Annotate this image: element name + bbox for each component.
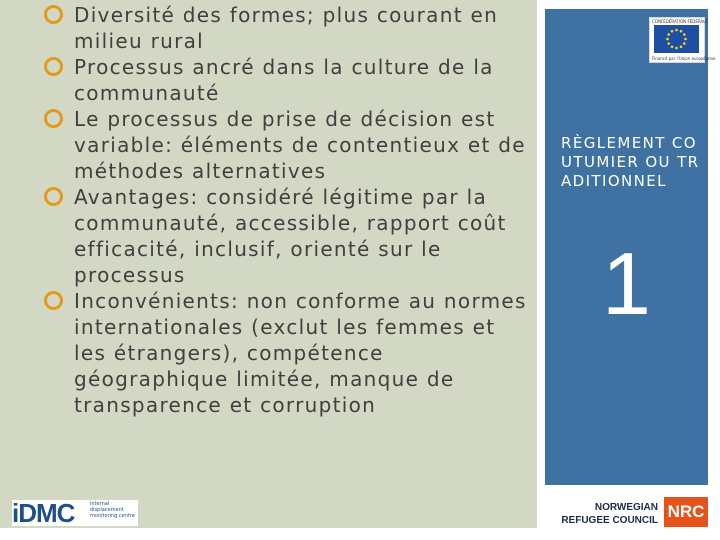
circle-bullet-icon [44, 187, 63, 206]
bullet-item [40, 2, 530, 54]
bullet-item [40, 106, 530, 184]
nrc-name-line1: NORWEGIAN [594, 502, 658, 513]
bullet-text: Inconvénients: non conforme au normes internationales (exclut les femmes et les étrangers), compétence géographique limitée, manque de transparence et corruption [74, 289, 527, 417]
bullet-text: Processus ancré dans la culture de la communauté [74, 55, 494, 105]
circle-bullet-icon [44, 5, 63, 24]
title-panel [545, 9, 716, 485]
bullet-item [40, 288, 530, 418]
idmc-full-name: internal displacement monitoring centre [90, 501, 135, 519]
eu-flag-icon [654, 25, 699, 53]
circle-bullet-icon [44, 57, 63, 76]
nrc-name-line2: REFUGEE COUNCIL [561, 515, 658, 526]
eu-logo-bottom-text: Financé par l'Union européenne [652, 56, 716, 61]
bullet-item [40, 54, 530, 106]
circle-bullet-icon [44, 109, 63, 128]
eu-logo-top-text: CONFÉDÉRATION FÉDÉRALE [652, 19, 708, 24]
eu-logo [649, 17, 716, 63]
idmc-logo [12, 500, 138, 526]
nrc-logo [552, 496, 710, 530]
bullet-list [40, 2, 530, 418]
bullet-item [40, 184, 530, 288]
nrc-mark-icon: NRC [664, 497, 708, 527]
section-title: RÈGLEMENT COUTUMIER OU TRADITIONNEL [561, 134, 700, 190]
bullet-text: Avantages: considéré légitime par la communauté, accessible, rapport coût efficacité, inclusif, orienté sur le processus [74, 185, 507, 287]
slide-number: 1 [602, 234, 651, 333]
bullet-text: Diversité des formes; plus courant en milieu rural [74, 3, 499, 53]
idmc-wordmark: iDMC [12, 498, 75, 528]
circle-bullet-icon [44, 291, 63, 310]
bullet-text: Le processus de prise de décision est variable: éléments de contentieux et de méthodes alternatives [74, 107, 526, 183]
